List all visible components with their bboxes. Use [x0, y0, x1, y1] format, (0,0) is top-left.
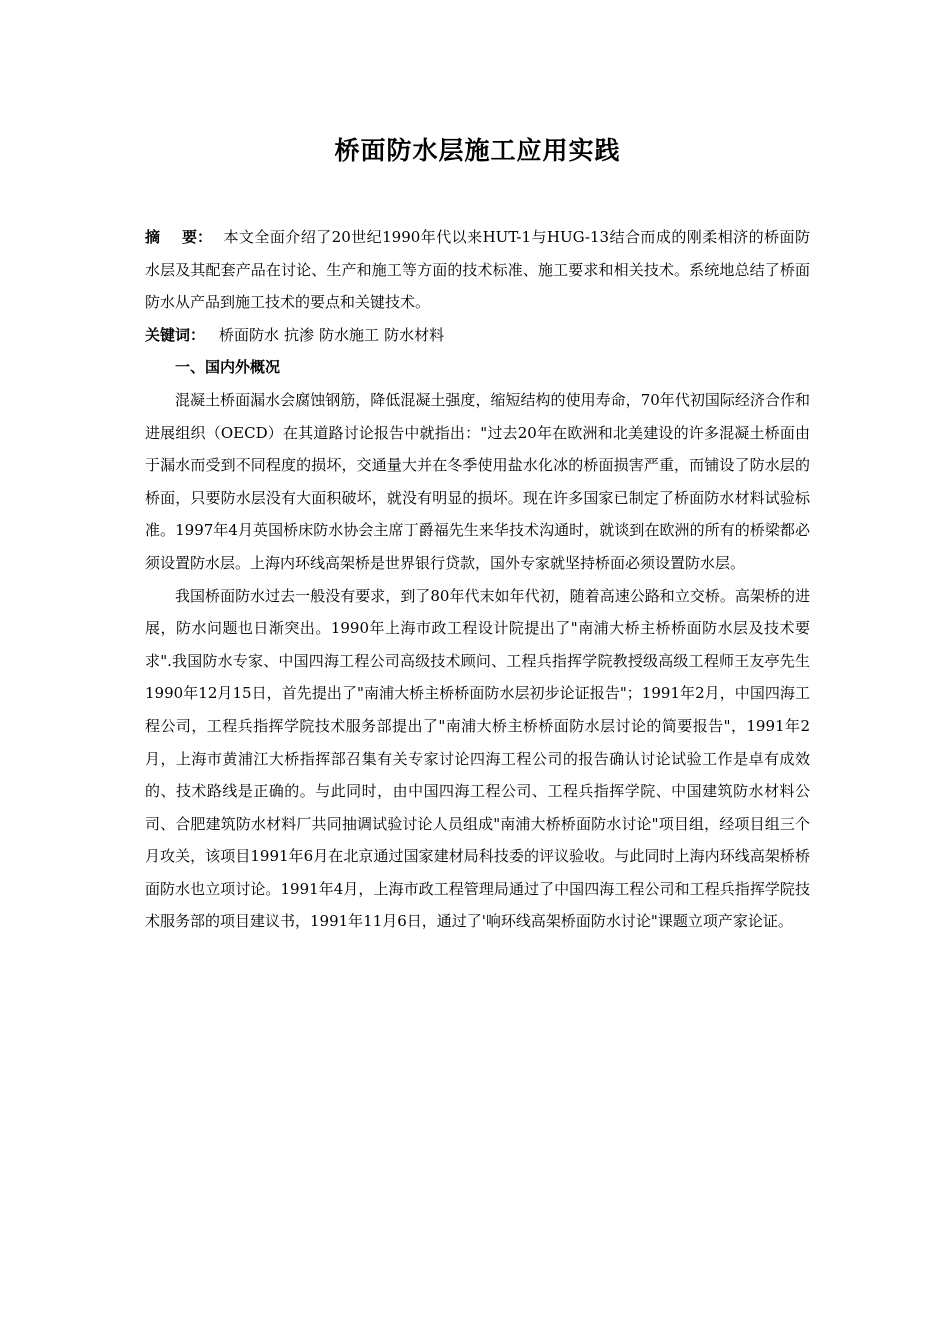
document-title: 桥面防水层施工应用实践 [334, 136, 621, 165]
keyword-item: 桥面防水 [219, 325, 280, 344]
abstract-text: 本文全面介绍了20世纪1990年代以来HUT-1与HUG-13结合而成的刚柔相济的桥面防水层及其配套产品在讨论、生产和施工等方面的技术标准、施工要求和相关技术。系统地总结了桥面防水从产品到施工技术的要点和关键技术。 [145, 228, 810, 312]
document-body [145, 221, 810, 938]
abstract-paragraph [145, 221, 810, 319]
keyword-item: 抗渗 [284, 325, 315, 344]
body-paragraph: 混凝土桥面漏水会腐蚀钢筋，降低混凝土强度，缩短结构的使用寿命，70年代初国际经济合作和进展组织（OECD）在其道路讨论报告中就指出："过去20年在欧洲和北美建设的许多混凝土桥面由于漏水而受到不同程度的损坏，交通量大并在冬季使用盐水化冰的桥面损害严重，而铺设了防水层的桥面，只要防水层没有大面积破坏，就没有明显的损坏。现在许多国家已制定了桥面防水材料试验标准。1997年4月英国桥床防水协会主席丁爵福先生来华技术沟通时，就谈到在欧洲的所有的桥梁都必须设置防水层。上海内环线高架桥是世界银行贷款，国外专家就坚持桥面必须设置防水层。 [145, 390, 810, 572]
keyword-item: 防水材料 [384, 325, 445, 344]
keyword-item: 防水施工 [319, 325, 380, 344]
keywords-label: 关键词： [145, 325, 206, 344]
keywords-line [145, 319, 810, 352]
abstract-label: 摘 要： [145, 228, 213, 246]
body-paragraph: 我国桥面防水过去一般没有要求，到了80年代末如年代初，随着高速公路和立交桥。高架桥的进展，防水问题也日渐突出。1990年上海市政工程设计院提出了"南浦大桥主桥桥面防水层及技术要求".我国防水专家、中国四海工程公司高级技术顾问、工程兵指挥学院教授级高级工程师王友亭先生1990年12月15日，首先提出了"南浦大桥主桥桥面防水层初步论证报告"；1991年2月，中国四海工程公司，工程兵指挥学院技术服务部提出了"南浦大桥主桥桥面防水层讨论的简要报告"，1991年2月，上海市黄浦江大桥指挥部召集有关专家讨论四海工程公司的报告确认讨论试验工作是卓有成效的、技术路线是正确的。与此同时，由中国四海工程公司、工程兵指挥学院、中国建筑防水材料公司、合肥建筑防水材料厂共同抽调试验讨论人员组成"南浦大桥桥面防水讨论"项目组，经项目组三个月攻关，该项目1991年6月在北京通过国家建材局科技委的评议验收。与此同时上海内环线高架桥桥面防水也立项讨论。1991年4月，上海市政工程管理局通过了中国四海工程公司和工程兵指挥学院技术服务部的项目建议书，1991年11月6日，通过了'响环线高架桥面防水讨论"课题立项产家论证。 [145, 586, 810, 931]
document-page [145, 0, 810, 1344]
section-heading: 一、国内外概况 [175, 358, 281, 377]
